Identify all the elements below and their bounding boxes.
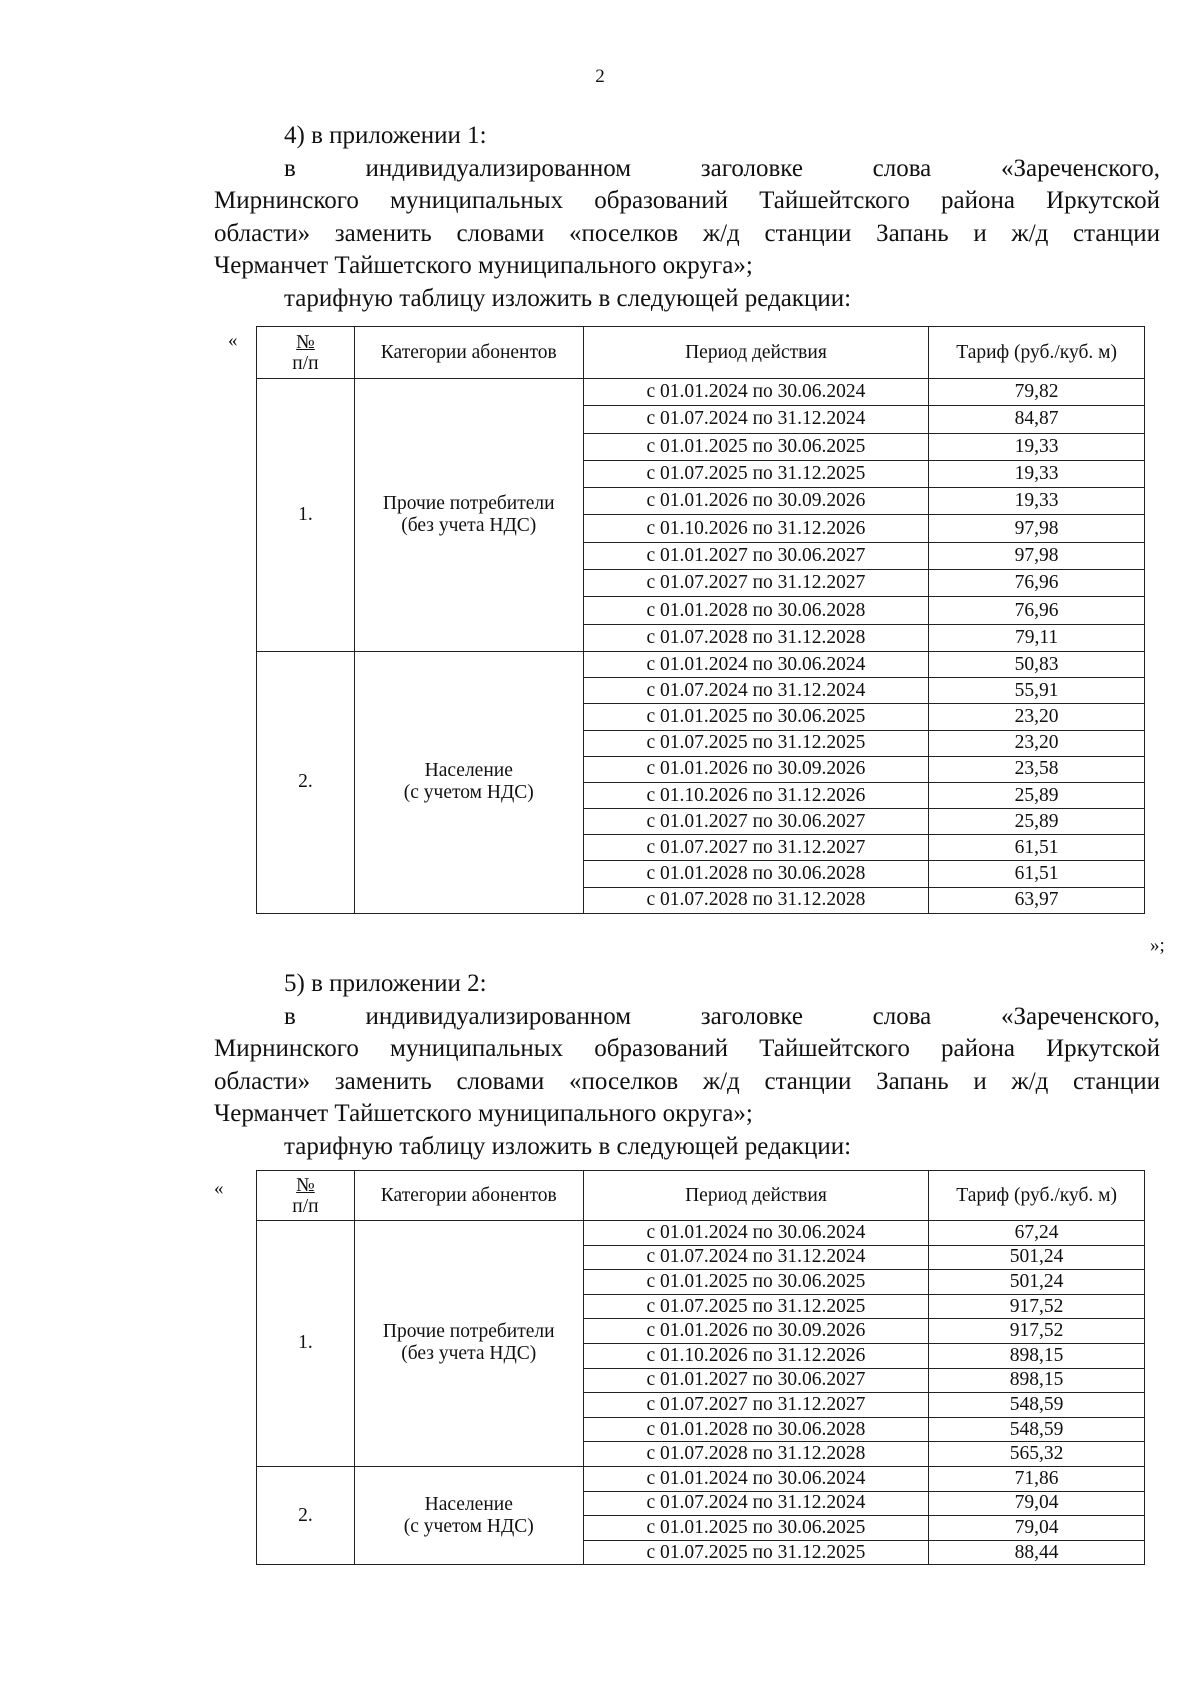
period-cell: с 01.07.2025 по 31.12.2025 xyxy=(583,1294,929,1319)
tariff-table-1 xyxy=(256,326,1145,914)
tariff-cell: 23,20 xyxy=(929,704,1145,730)
period-cell: с 01.01.2027 по 30.06.2027 xyxy=(583,542,929,569)
tariff-cell: 55,91 xyxy=(929,678,1145,704)
table-row xyxy=(257,1221,1145,1246)
period-cell: с 01.01.2027 по 30.06.2027 xyxy=(583,809,929,835)
header-category: Категории абонентов xyxy=(354,1171,583,1221)
period-cell: с 01.01.2024 по 30.06.2024 xyxy=(583,1466,929,1491)
section-5-text xyxy=(214,968,1160,1163)
section-heading: 5) в приложении 2: xyxy=(284,970,487,997)
period-cell: с 01.01.2025 по 30.06.2025 xyxy=(583,1516,929,1541)
tariff-cell: 898,15 xyxy=(929,1368,1145,1393)
tariff-cell: 71,86 xyxy=(929,1466,1145,1491)
tariff-cell: 19,33 xyxy=(929,460,1145,487)
period-cell: с 01.07.2028 по 31.12.2028 xyxy=(583,624,929,651)
text-line: Мирнинского муниципальных образований Тайшейтского района Иркутской xyxy=(214,187,1160,214)
table-row xyxy=(257,651,1145,677)
period-cell: с 01.01.2028 по 30.06.2028 xyxy=(583,861,929,887)
text-line: в индивидуализированном заголовке слова «Зареченского, xyxy=(284,154,1160,182)
period-cell: с 01.07.2025 по 31.12.2025 xyxy=(583,460,929,487)
text-line: в индивидуализированном заголовке слова «Зареченского, xyxy=(284,1002,1160,1030)
period-cell: с 01.07.2024 по 31.12.2024 xyxy=(583,1245,929,1270)
period-cell: с 01.07.2025 по 31.12.2025 xyxy=(583,730,929,756)
tariff-cell: 501,24 xyxy=(929,1270,1145,1295)
quote-open: « xyxy=(214,1178,224,1199)
tariff-cell: 88,44 xyxy=(929,1540,1145,1565)
tariff-cell: 898,15 xyxy=(929,1343,1145,1368)
header-tariff: Тариф (руб./куб. м) xyxy=(929,327,1145,379)
section-4-text xyxy=(214,120,1160,315)
tariff-cell: 917,52 xyxy=(929,1319,1145,1344)
section-heading: 4) в приложении 1: xyxy=(284,122,487,149)
header-period: Период действия xyxy=(583,327,929,379)
subscriber-category: Прочие потребители (без учета НДС) xyxy=(354,1221,583,1467)
tariff-cell: 79,11 xyxy=(929,624,1145,651)
tariff-cell: 97,98 xyxy=(929,542,1145,569)
row-number: 2. xyxy=(257,1466,355,1564)
period-cell: с 01.01.2026 по 30.09.2026 xyxy=(583,756,929,782)
header-category: Категории абонентов xyxy=(354,327,583,379)
tariff-cell: 63,97 xyxy=(929,887,1145,913)
tariff-cell: 917,52 xyxy=(929,1294,1145,1319)
tariff-cell: 79,82 xyxy=(929,379,1145,406)
tariff-cell: 97,98 xyxy=(929,515,1145,542)
table-header-row xyxy=(257,327,1145,379)
text-line: Мирнинского муниципальных образований Тайшейтского района Иркутской xyxy=(214,1035,1160,1062)
period-cell: с 01.01.2025 по 30.06.2025 xyxy=(583,433,929,460)
period-cell: с 01.07.2025 по 31.12.2025 xyxy=(583,1540,929,1565)
header-num: № п/п xyxy=(257,1171,355,1221)
period-cell: с 01.07.2028 по 31.12.2028 xyxy=(583,887,929,913)
tariff-cell: 67,24 xyxy=(929,1221,1145,1246)
tariff-cell: 19,33 xyxy=(929,488,1145,515)
quote-open: « xyxy=(228,330,238,351)
tariff-cell: 548,59 xyxy=(929,1417,1145,1442)
tariff-cell: 79,04 xyxy=(929,1516,1145,1541)
tariff-cell: 23,20 xyxy=(929,730,1145,756)
subscriber-category: Население (с учетом НДС) xyxy=(354,1466,583,1564)
table-row xyxy=(257,1466,1145,1491)
row-number: 1. xyxy=(257,1221,355,1467)
page-number: 2 xyxy=(595,66,605,87)
tariff-table-2 xyxy=(256,1170,1145,1565)
tariff-cell: 79,04 xyxy=(929,1491,1145,1516)
period-cell: с 01.01.2024 по 30.06.2024 xyxy=(583,379,929,406)
tariff-cell: 61,51 xyxy=(929,861,1145,887)
table-header-row xyxy=(257,1171,1145,1221)
tariff-cell: 76,96 xyxy=(929,597,1145,624)
period-cell: с 01.07.2028 по 31.12.2028 xyxy=(583,1442,929,1467)
period-cell: с 01.01.2028 по 30.06.2028 xyxy=(583,1417,929,1442)
tariff-cell: 76,96 xyxy=(929,570,1145,597)
text-line: Черманчет Тайшетского муниципального округа»; xyxy=(214,252,753,279)
tariff-cell: 565,32 xyxy=(929,1442,1145,1467)
tariff-cell: 25,89 xyxy=(929,809,1145,835)
period-cell: с 01.07.2027 по 31.12.2027 xyxy=(583,1393,929,1418)
header-period: Период действия xyxy=(583,1171,929,1221)
header-num: № п/п xyxy=(257,327,355,379)
tariff-cell: 61,51 xyxy=(929,835,1145,861)
period-cell: с 01.01.2026 по 30.09.2026 xyxy=(583,488,929,515)
text-line: области» заменить словами «поселков ж/д станции Запань и ж/д станции xyxy=(214,1067,1160,1095)
period-cell: с 01.07.2024 по 31.12.2024 xyxy=(583,678,929,704)
table-intro: тарифную таблицу изложить в следующей редакции: xyxy=(284,284,852,312)
period-cell: с 01.10.2026 по 31.12.2026 xyxy=(583,515,929,542)
tariff-cell: 501,24 xyxy=(929,1245,1145,1270)
period-cell: с 01.01.2028 по 30.06.2028 xyxy=(583,597,929,624)
period-cell: с 01.01.2025 по 30.06.2025 xyxy=(583,1270,929,1295)
period-cell: с 01.07.2027 по 31.12.2027 xyxy=(583,570,929,597)
period-cell: с 01.07.2027 по 31.12.2027 xyxy=(583,835,929,861)
quote-close: »; xyxy=(1150,935,1165,956)
period-cell: с 01.01.2025 по 30.06.2025 xyxy=(583,704,929,730)
tariff-cell: 50,83 xyxy=(929,651,1145,677)
period-cell: с 01.07.2024 по 31.12.2024 xyxy=(583,406,929,433)
period-cell: с 01.01.2024 по 30.06.2024 xyxy=(583,651,929,677)
tariff-cell: 23,58 xyxy=(929,756,1145,782)
text-line: Черманчет Тайшетского муниципального округа»; xyxy=(214,1100,753,1127)
table-row xyxy=(257,379,1145,406)
period-cell: с 01.01.2027 по 30.06.2027 xyxy=(583,1368,929,1393)
subscriber-category: Население (с учетом НДС) xyxy=(354,651,583,913)
period-cell: с 01.10.2026 по 31.12.2026 xyxy=(583,1343,929,1368)
tariff-cell: 25,89 xyxy=(929,782,1145,808)
subscriber-category: Прочие потребители (без учета НДС) xyxy=(354,379,583,652)
table-intro: тарифную таблицу изложить в следующей редакции: xyxy=(284,1132,852,1160)
tariff-cell: 19,33 xyxy=(929,433,1145,460)
text-line: области» заменить словами «поселков ж/д станции Запань и ж/д станции xyxy=(214,219,1160,247)
tariff-cell: 548,59 xyxy=(929,1393,1145,1418)
period-cell: с 01.07.2024 по 31.12.2024 xyxy=(583,1491,929,1516)
period-cell: с 01.01.2024 по 30.06.2024 xyxy=(583,1221,929,1246)
period-cell: с 01.01.2026 по 30.09.2026 xyxy=(583,1319,929,1344)
period-cell: с 01.10.2026 по 31.12.2026 xyxy=(583,782,929,808)
row-number: 1. xyxy=(257,379,355,652)
tariff-cell: 84,87 xyxy=(929,406,1145,433)
header-tariff: Тариф (руб./куб. м) xyxy=(929,1171,1145,1221)
row-number: 2. xyxy=(257,651,355,913)
